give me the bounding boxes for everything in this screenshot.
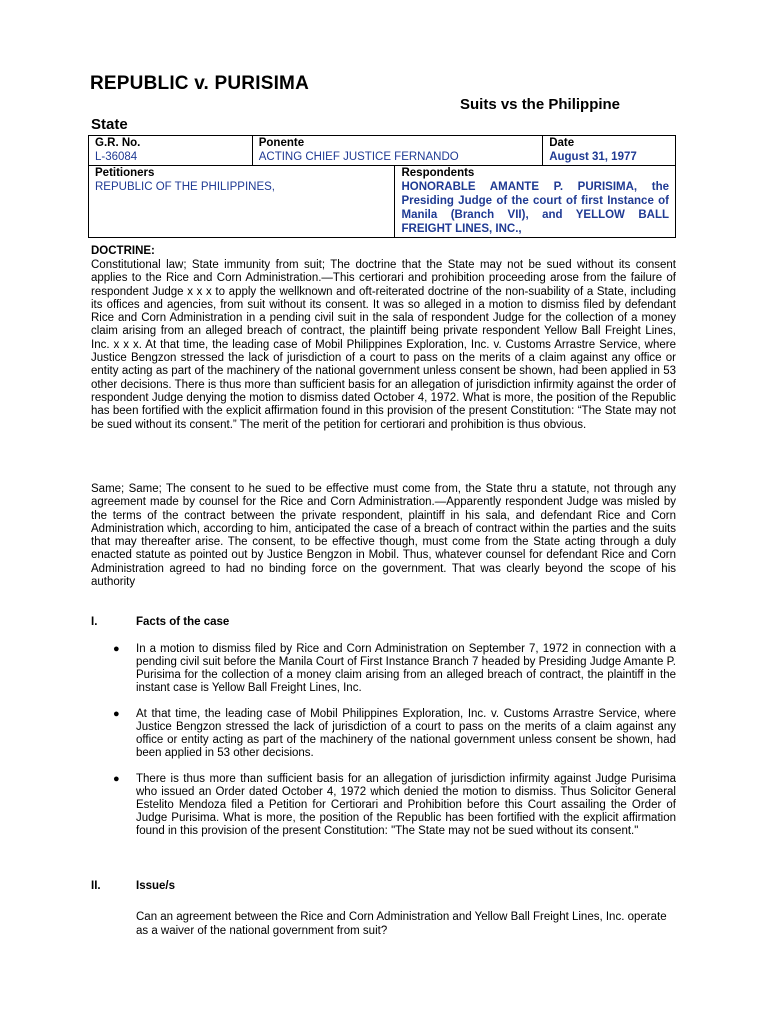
ponente-cell [252, 136, 542, 166]
facts-list [91, 643, 676, 838]
facts-section-title: Facts of the case [136, 616, 230, 628]
gr-no-cell [89, 136, 253, 166]
date-value: August 31, 1977 [549, 151, 637, 163]
issues-section-title: Issue/s [136, 880, 175, 892]
subtitle-line-1: Suits vs the Philippine [460, 96, 621, 113]
facts-heading [91, 616, 229, 628]
petitioners-cell [89, 166, 395, 238]
ponente-label: Ponente [258, 137, 305, 149]
doctrine-label: DOCTRINE: [91, 245, 155, 257]
doctrine-paragraph-2: Same; Same; The consent to he sued to be effective must come from, the State thru a statute, not through any agreement made by counsel for the Rice and Corn Administration.—Apparently respondent Judge was misled by the terms of the contract between the private respondent, plaintiff in his sala, and defendant Rice and Corn Administration which, according to him, anticipated the case of a breach of contract within the parties and the suits that may thereafter arise. The consent, to be effective though, must come from the State acting through a duly enacted statute as pointed out by Justice Bengzon in Mobil. Thus, whatever counsel for defendant Rice and Corn Administration agreed to had no binding force on the government. That was clearly beyond the scope of his authority [91, 483, 676, 589]
petitioners-value: REPUBLIC OF THE PHILIPPINES, [95, 181, 276, 193]
case-info-row-2 [89, 166, 676, 238]
issues-section-number: II. [91, 880, 101, 892]
gr-no-value: L-36084 [95, 151, 138, 163]
gr-no-label: G.R. No. [95, 137, 141, 149]
date-cell [543, 136, 676, 166]
petitioners-label: Petitioners [95, 167, 155, 179]
issues-heading [91, 880, 175, 892]
fact-text: There is thus more than sufficient basis for an allegation of jurisdiction infirmity against Judge Purisima who issued an Order dated October 4, 1972 which denied the motion to dismiss. Thus Solicitor General Estelito Mendoza filed a Petition for Certiorari and Prohibition before this Court assailing the Order of Judge Purisima. What is more, the position of the Republic has been fortified with the explicit affirmation found in this provision of the present Constitution: "The State may not be sued without its consent." [136, 773, 676, 837]
bullet-icon: ● [113, 708, 120, 720]
case-title: REPUBLIC v. PURISIMA [90, 73, 310, 94]
issue-question: Can an agreement between the Rice and Corn Administration and Yellow Ball Freight Lines, Inc. operate as a waiver of the national government from suit? [136, 911, 667, 937]
respondents-cell [395, 166, 676, 238]
case-info-row-1 [89, 136, 676, 166]
doctrine-paragraph-1: Constitutional law; State immunity from suit; The doctrine that the State may not be sued without its consent applies to the Rice and Corn Administration.—This certiorari and prohibition proceeding arose from the failure of respondent Judge x x x to apply the wellknown and oft-reiterated doctrine of the non-suability of a State, including its offices and agencies, from suit without its consent. It was so alleged in a motion to dismiss filed by defendant Rice and Corn Administration in a pending civil suit in the sala of respondent Judge for the collection of a money claim arising from an alleged breach of contract, the plaintiff being private respondent Yellow Ball Freight Lines, Inc. x x x. At that time, the leading case of Mobil Philippines Exploration, Inc. v. Customs Arrastre Service, where Justice Bengzon stressed the lack of jurisdiction of a court to pass on the merits of a claim against any office or entity acting as part of the machinery of the national government unless consent be shown, had been applied in 53 other decisions. There is thus more than sufficient basis for an allegation of jurisdiction infirmity against the order of respondent Judge denying the motion to dismiss dated October 4, 1972. What is more, the position of the Republic has been fortified with the explicit affirmation found in this provision of the present Constitution: “The State may not be sued without its consent.” The merit of the petition for certiorari and prohibition is thus obvious. [91, 259, 676, 431]
fact-text: In a motion to dismiss filed by Rice and Corn Administration on September 7, 1972 in connection with a pending civil suit before the Manila Court of First Instance Branch 7 headed by Presiding Judge Amante P. Purisima for the collection of a money claim arising from an alleged breach of contract, the plaintiff in the instant case is Yellow Ball Freight Lines, Inc. [136, 643, 676, 694]
ponente-value: ACTING CHIEF JUSTICE FERNANDO [258, 151, 459, 163]
bullet-icon: ● [113, 643, 120, 655]
list-item [91, 708, 676, 760]
respondents-value: HONORABLE AMANTE P. PURISIMA, the Presiding Judge of the court of first Instance of Manila (Branch VII), and YELLOW BALL FREIGHT LINES, INC., [401, 181, 669, 235]
bullet-icon: ● [113, 773, 120, 785]
list-item [91, 643, 676, 695]
respondents-label: Respondents [401, 167, 475, 179]
subtitle-line-2: State [91, 116, 128, 133]
list-item [91, 773, 676, 838]
facts-section-number: I. [91, 616, 98, 628]
case-info-table [88, 135, 676, 238]
date-label: Date [549, 137, 575, 149]
fact-text: At that time, the leading case of Mobil Philippines Exploration, Inc. v. Customs Arrastre Service, where Justice Bengzon stressed the lack of jurisdiction of a court to pass on the merits of a claim against any office or entity acting as part of the machinery of the national government unless consent be shown, had been applied in 53 other decisions. [136, 708, 676, 759]
